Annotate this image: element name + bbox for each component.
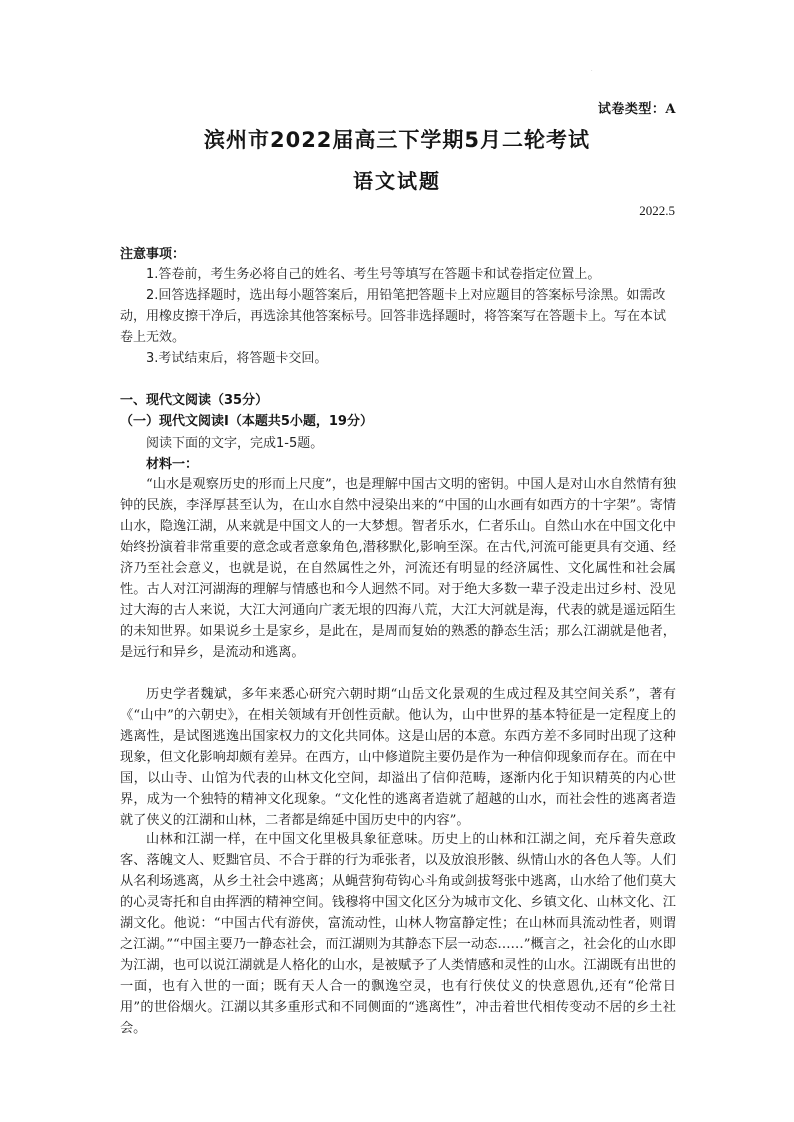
scan-mark: · [591, 68, 593, 74]
exam-title: 滨州市2022届高三下学期5月二轮考试 [203, 128, 591, 152]
notice-item: 1.答卷前，考生务必将自己的姓名、考生号等填写在答题卡和试卷指定位置上。 [146, 267, 601, 282]
section-heading: 一、现代文阅读（35分） [120, 393, 269, 408]
notice-item: 2.回答选择题时，选出每小题答案后，用铅笔把答题卡上对应题目的答案标号涂黑。如需改动，用橡皮擦干净后，再选涂其他答案标号。回答非选择题时，将答案写在答题卡上。写在本试卷上无效。 [120, 288, 667, 345]
notice-item: 3.考试结束后，将答题卡交回。 [146, 351, 328, 366]
subsection-heading: （一）现代文阅读Ⅰ（本题共5小题，19分） [120, 414, 373, 429]
passage-paragraph: “山水是观察历史的形而上尺度”，也是理解中国古文明的密钥。中国人是对山水自然情有独钟的民族，李泽厚甚至认为，在山水自然中浸染出来的“中国的山水画有如西方的十字架”。寄情山水，隐逸江湖，从来就是中国文人的一大梦想。智者乐水，仁者乐山。自然山水在中国文化中始终扮演着非常重要的意念或者意象角色,潜移默化,影响至深。在古代,河流可能更具有交通、经济乃至社会意义，也就是说，在自然属性之外，河流还有明显的经济属性、文化属性和社会属性。古人对江河湖海的理解与情感也和今人迥然不同。对于绝大多数一辈子没走出过乡村、没见过大海的古人来说，大江大河通向广袤无垠的四海八荒，大江大河就是海，代表的就是遥远陌生的未知世界。如果说乡土是家乡，是此在，是周而复始的熟悉的静态生活；那么江湖就是他者，是远行和异乡，是流动和逃离。 [120, 477, 676, 660]
passage-paragraph: 历史学者魏斌，多年来悉心研究六朝时期“山岳文化景观的生成过程及其空间关系”，著有《“山中”的六朝史》，在相关领域有开创性贡献。他认为，山中世界的基本特征是一定程度上的逃离性，是试图逃逸出国家权力的文化共同体。这是山居的本意。东西方差不多同时出现了这种现象，但文化影响却颇有差异。在西方，山中修道院主要仍是作为一种信仰现象而存在。而在中国，以山寺、山馆为代表的山林文化空间，却溢出了信仰范畴，逐渐内化于知识精英的内心世界，成为一个独特的精神文化现象。“文化性的逃离者造就了超越的山水，而社会性的逃离者造就了侠义的江湖和山林，二者都是绵延中国历史中的内容”。 [120, 687, 676, 828]
subject-title: 语文试题 [353, 169, 441, 193]
exam-date: 2022.5 [639, 203, 675, 218]
notice-heading: 注意事项： [120, 247, 186, 262]
passage-paragraph: 山林和江湖一样，在中国文化里极具象征意味。历史上的山林和江湖之间，充斥着失意政客、落魄文人、贬黜官员、不合于群的行为乖张者，以及放浪形骸、纵情山水的各色人等。人们从名利场逃离，从乡土社会中逃离；从蝇营狗苟钩心斗角或剑拔弩张中逃离，山水给了他们莫大的心灵寄托和自由挥洒的精神空间。钱穆将中国文化区分为城市文化、乡镇文化、山林文化、江湖文化。他说：“中国古代有游侠，富流动性，山林人物富静定性；在山林而具流动性者，则谓之江湖。”“中国主要乃一静态社会，而江湖则为其静态下层一动态……”概言之，社会化的山水即为江湖，也可以说江湖就是人格化的山水，是被赋予了人类情感和灵性的山水。江湖既有出世的一面，也有入世的一面；既有天人合一的飘逸空灵，也有行侠仗义的快意恩仇,还有“伦常日用”的世俗烟火。江湖以其多重形式和不同侧面的“逃离性”，冲击着世代相传变动不居的乡土社会。 [120, 832, 676, 1036]
reading-instruction: 阅读下面的文字，完成1-5题。 [146, 436, 324, 451]
paper-type-label: 试卷类型：A [597, 102, 676, 117]
material-label: 材料一： [146, 457, 199, 472]
